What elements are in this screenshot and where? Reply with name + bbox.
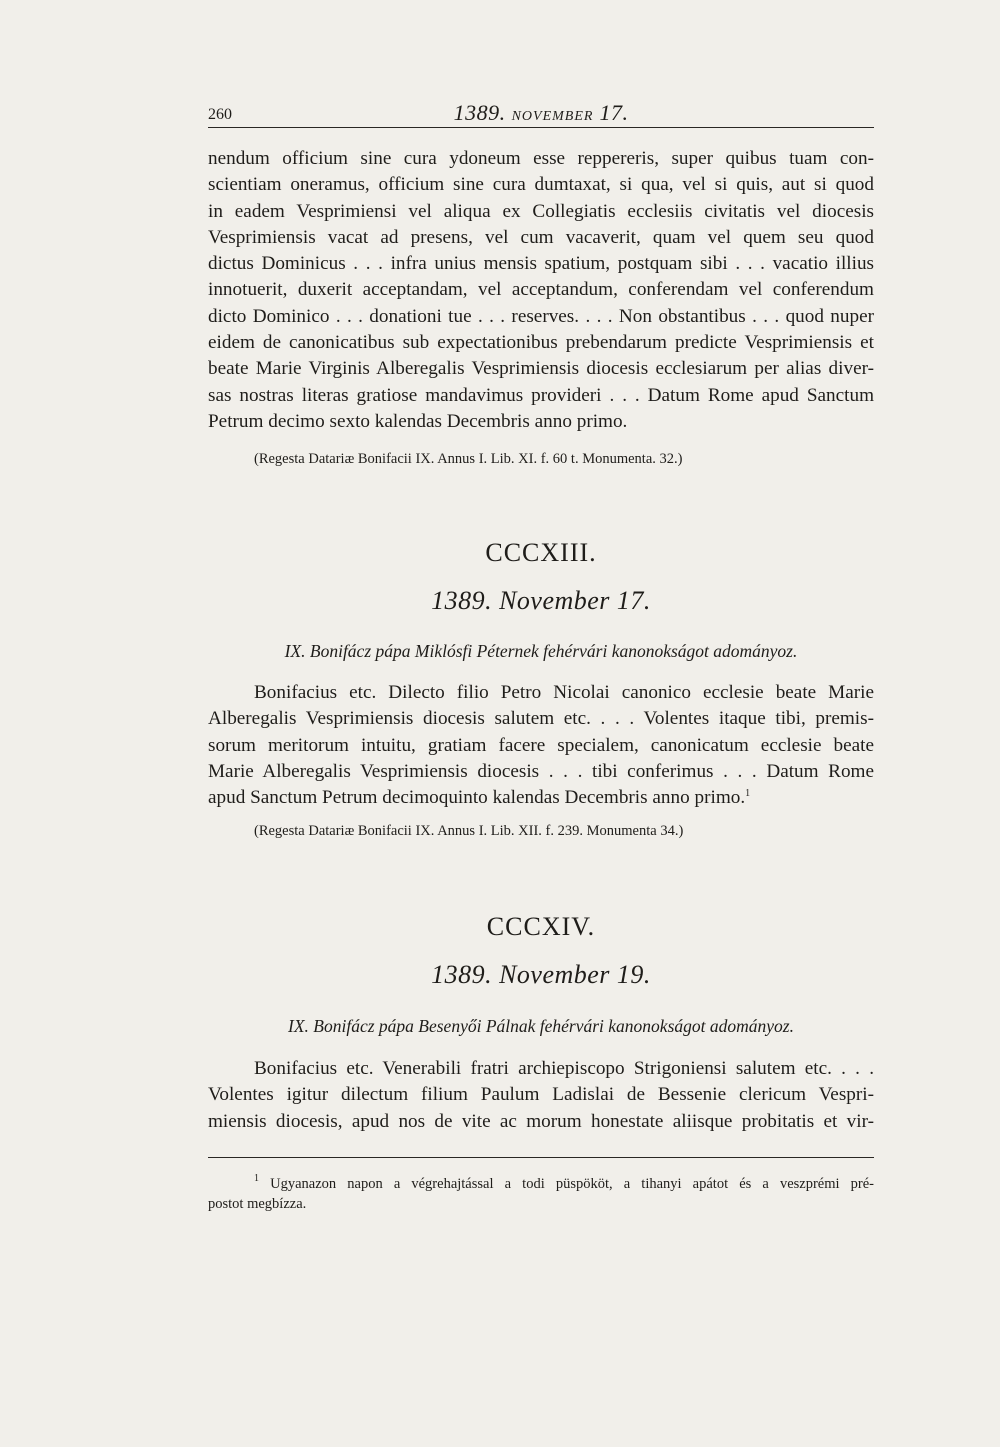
document-text bbox=[208, 1056, 874, 1135]
running-head-month: NOVEMBER bbox=[511, 109, 594, 124]
source-citation: (Regesta Datariæ Bonifacii IX. Annus I. Lib. XI. f. 60 t. Monumenta. 32.) bbox=[254, 451, 683, 467]
document-date: 1389. November 17. bbox=[431, 586, 651, 615]
text-line: beate Marie Virginis Alberegalis Vesprimiensis diocesis ecclesiarum per alias diver- bbox=[208, 358, 874, 380]
document-date: 1389. November 19. bbox=[431, 960, 651, 989]
document-numeral: CCCXIII. bbox=[485, 538, 597, 567]
text-line: sorum meritorum intuitu, gratiam facere specialem, canonicatum ecclesie beate bbox=[208, 734, 874, 756]
text-line: eidem de canonicatibus sub expectationibus prebendarum predicte Vesprimiensis et bbox=[208, 332, 874, 354]
running-head bbox=[208, 100, 874, 126]
document-summary: IX. Bonifácz pápa Besenyői Pálnak fehérvári kanonokságot adományoz. bbox=[288, 1016, 794, 1036]
text-line-content: apud Sanctum Petrum decimoquinto kalendas Decembris anno primo. bbox=[208, 787, 746, 809]
text-line: Bonifacius etc. Venerabili fratri archiepiscopo Strigoniensi salutem etc. . . . bbox=[254, 1058, 874, 1079]
page-number: 260 bbox=[208, 106, 232, 123]
continuation-text bbox=[208, 146, 874, 435]
source-citation: (Regesta Datariæ Bonifacii IX. Annus I. Lib. XII. f. 239. Monumenta 34.) bbox=[254, 823, 684, 839]
text-line: Volentes igitur dilectum filium Paulum Ladislai de Bessenie clericum Vespri- bbox=[208, 1084, 874, 1106]
text-line: scientiam oneramus, officium sine cura dumtaxat, si qua, vel si quis, aut si quod bbox=[208, 174, 874, 196]
text-line: Vesprimiensis vacat ad presens, vel cum vacaverit, quam vel quem seu quod bbox=[208, 226, 874, 248]
text-line: Petrum decimo sexto kalendas Decembris anno primo. bbox=[208, 410, 628, 432]
footnote-line: postot megbízza. bbox=[208, 1196, 307, 1212]
document-summary: IX. Bonifácz pápa Miklósfi Péternek fehérvári kanonokságot adományoz. bbox=[284, 641, 798, 661]
running-head-year: 1389. bbox=[453, 100, 506, 125]
document-text bbox=[208, 680, 874, 811]
text-line: Bonifacius etc. Dilecto filio Petro Nicolai canonico ecclesie beate Marie bbox=[254, 682, 874, 703]
text-line: miensis diocesis, apud nos de vite ac morum honestate aliisque probitatis et vir- bbox=[208, 1110, 874, 1132]
footnote-line-content: Ugyanazon napon a végrehajtással a todi püspököt, a tihanyi apátot és a veszprémi pré- bbox=[270, 1176, 875, 1192]
header-rule bbox=[208, 127, 874, 128]
text-line: nendum officium sine cura ydoneum esse reppereris, super quibus tuam con- bbox=[208, 148, 874, 169]
running-head-day: 17. bbox=[599, 100, 629, 125]
footnote bbox=[208, 1174, 874, 1214]
text-line: dictus Dominicus . . . infra unius mensis spatium, postquam sibi . . . vacatio illius bbox=[208, 253, 874, 275]
footnote-line bbox=[208, 1174, 874, 1194]
page-header bbox=[208, 100, 874, 128]
text-line bbox=[208, 785, 874, 811]
footnote-reference[interactable]: 1 bbox=[745, 788, 751, 800]
text-line: sas nostras literas gratiose mandavimus provideri . . . Datum Rome apud Sanctum bbox=[208, 384, 874, 406]
text-line: in eadem Vesprimiensi vel aliqua ex Collegiatis ecclesiis civitatis vel diocesis bbox=[208, 200, 874, 222]
text-line: dicto Dominico . . . donationi tue . . . reserves. . . . Non obstantibus . . . quod nuper bbox=[208, 305, 874, 327]
footnote-marker: 1 bbox=[254, 1173, 259, 1184]
document-numeral: CCCXIV. bbox=[486, 912, 596, 941]
text-line: Alberegalis Vesprimiensis diocesis salutem etc. . . . Volentes itaque tibi, premis- bbox=[208, 708, 874, 730]
text-line: innotuerit, duxerit acceptandam, vel acceptandum, conferendam vel conferendum bbox=[208, 279, 874, 301]
text-line: Marie Alberegalis Vesprimiensis diocesis . . . tibi conferimus . . . Datum Rome bbox=[208, 760, 874, 782]
footnote-rule bbox=[208, 1157, 874, 1158]
